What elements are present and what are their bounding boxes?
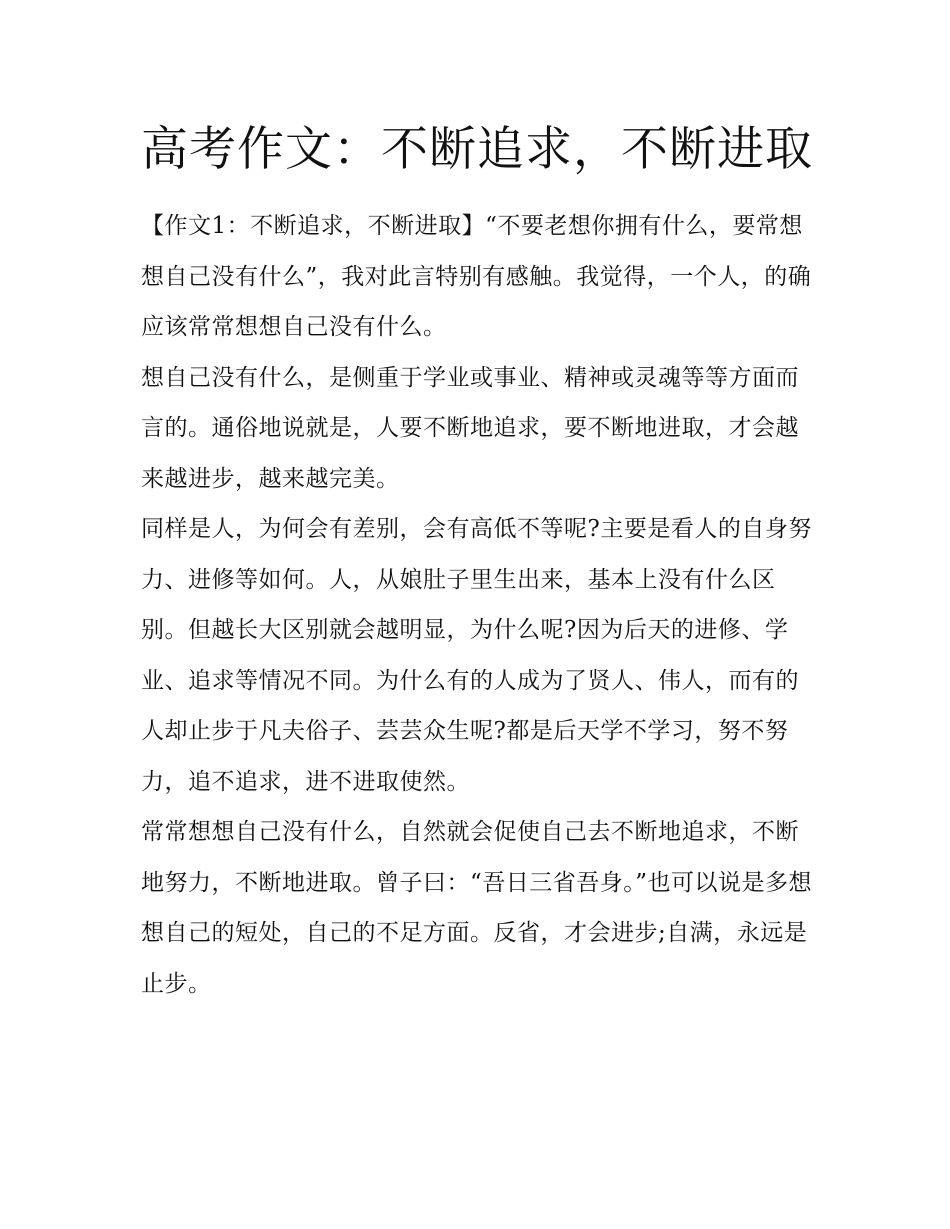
document-title: 高考作文：不断追求，不断进取 (141, 122, 813, 177)
paragraph-3: 同样是人，为何会有差别，会有高低不等呢?主要是看人的自身努力、进修等如何。人，从娘肚子里生出来，基本上没有什么区别。但越长大区别就会越明显，为什么呢?因为后天的进修、学业、追求等情况不同。为什么有的人成为了贤人、伟人，而有的人却止步于凡夫俗子、芸芸众生呢?都是后天学不学习，努不努力，追不追求，进不进取使然。 (141, 516, 812, 795)
paragraph-2: 想自己没有什么，是侧重于学业或事业、精神或灵魂等等方面而言的。通俗地说就是，人要不断地追求，要不断地进取，才会越来越进步，越来越完美。 (141, 364, 799, 492)
paragraph-4: 常常想想自己没有什么，自然就会促使自己去不断地追求，不断地努力，不断地进取。曾子曰：“吾日三省吾身。”也可以说是多想想自己的短处，自己的不足方面。反省，才会进步;自满，永远是止步。 (141, 819, 813, 997)
paragraph-1: 【作文1：不断追求，不断进取】“不要老想你拥有什么，要常想想自己没有什么”，我对此言特别有感触。我觉得，一个人，的确应该常常想想自己没有什么。 (141, 213, 812, 340)
document-body (141, 112, 813, 1009)
